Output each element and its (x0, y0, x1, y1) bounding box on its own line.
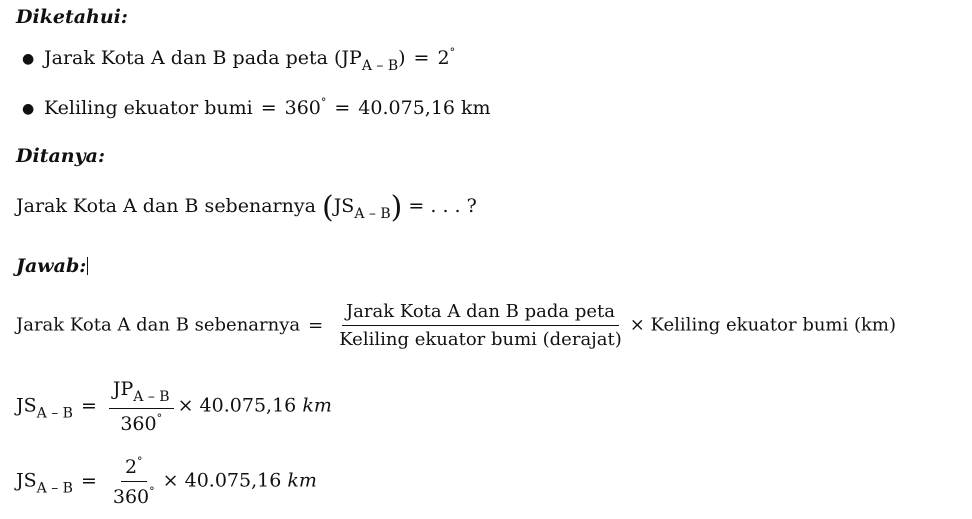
degree-symbol: ° (320, 96, 327, 109)
given-item1-sub: A – B (361, 58, 399, 74)
equals-sign: = (413, 47, 430, 69)
step2-fraction (109, 455, 159, 508)
step1-denominator (116, 409, 166, 435)
degree-symbol: ° (149, 485, 155, 498)
heading-ditanya: Ditanya: (16, 145, 105, 167)
step2-denominator (109, 482, 159, 508)
degree-symbol: ° (156, 412, 163, 425)
given-item-equator (44, 96, 491, 119)
equals-sign: = (260, 97, 277, 119)
step2-line (16, 455, 317, 508)
given-item1-value: 2 (437, 47, 450, 69)
paren-open: ( (321, 190, 334, 225)
paren-close: ) (390, 190, 403, 225)
step1-num-symbol: JP (112, 378, 134, 400)
text-cursor (87, 257, 88, 275)
given-item1-close: ) (398, 47, 406, 69)
step1-line (16, 378, 332, 435)
given-item-map-distance (44, 46, 455, 74)
degree-symbol: ° (449, 46, 456, 59)
step2-den-value: 360 (112, 486, 150, 508)
step1-den-value: 360 (120, 413, 157, 435)
formula-numerator: Jarak Kota A dan B pada peta (342, 301, 619, 326)
question-rest: = . . . ? (408, 195, 477, 217)
degree-symbol: ° (137, 455, 143, 468)
equals-sign: = (334, 97, 351, 119)
question-line (16, 190, 477, 225)
heading-diketahui: Diketahui: (16, 6, 128, 28)
question-text: Jarak Kota A dan B sebenarnya (16, 195, 316, 217)
given-item2-km-value: 40.075,16 km (358, 97, 491, 119)
equals-sign: = (308, 314, 324, 336)
formula-line (16, 301, 896, 350)
step1-numerator (109, 378, 174, 409)
heading-jawab-text: Jawab: (16, 255, 87, 277)
formula-fraction (335, 301, 626, 350)
heading-jawab (16, 255, 88, 277)
question-sub: A – B (354, 206, 391, 222)
step2-numerator (121, 455, 147, 482)
given-item1-text: Jarak Kota A dan B pada peta (JP (44, 47, 362, 69)
bullet-icon: ● (22, 51, 35, 67)
step2-tail-unit: km (287, 469, 317, 492)
step1-num-sub: A – B (133, 389, 170, 405)
step2-sub: A – B (36, 480, 73, 497)
formula-lhs: Jarak Kota A dan B sebenarnya (16, 314, 301, 336)
bullet-icon: ● (22, 101, 35, 117)
step2-num-value: 2 (124, 456, 138, 478)
equals-sign: = (80, 469, 97, 492)
step1-symbol: JS (16, 394, 37, 417)
step1-tail-unit: km (302, 394, 332, 417)
given-item2-deg-value: 360 (284, 97, 321, 119)
formula-denominator: Keliling ekuator bumi (derajat) (339, 329, 622, 350)
step1-sub: A – B (36, 405, 73, 422)
formula-tail: × Keliling ekuator bumi (km) (629, 314, 896, 336)
step2-symbol: JS (16, 469, 37, 492)
equals-sign: = (80, 394, 97, 417)
step1-fraction (109, 378, 174, 435)
step1-tail-num: × 40.075,16 (177, 394, 297, 417)
given-item2-text: Keliling ekuator bumi (44, 97, 253, 119)
question-symbol: JS (333, 195, 355, 217)
step2-tail-num: × 40.075,16 (162, 469, 282, 492)
